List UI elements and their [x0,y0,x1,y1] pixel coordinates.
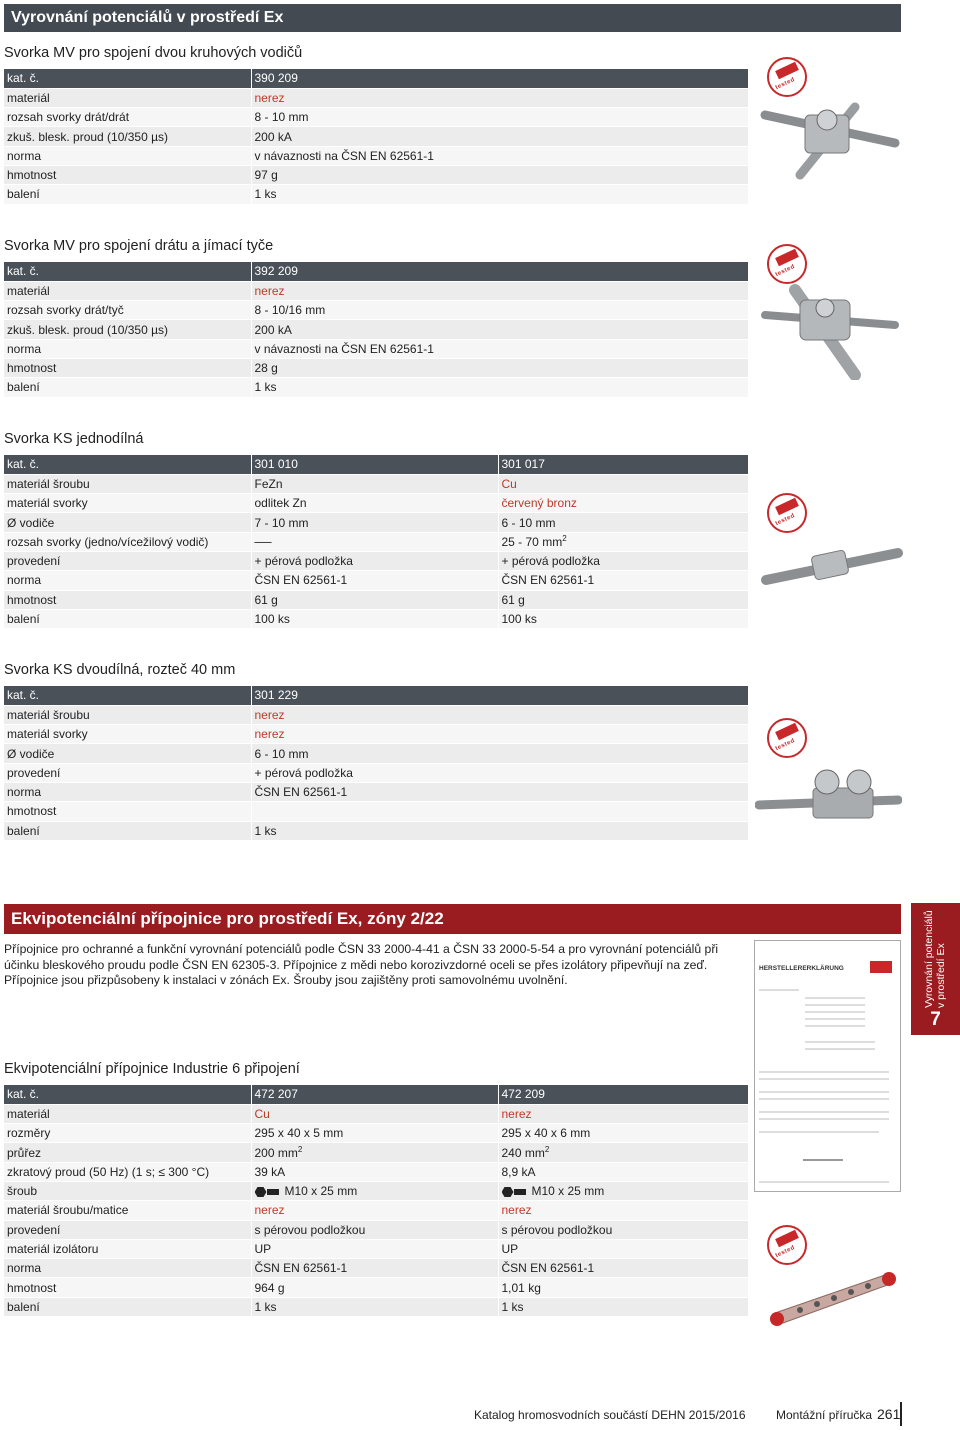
footer-divider [900,1402,902,1426]
tested-badge-icon: tested [767,718,807,758]
hex-screw-icon [502,1187,528,1197]
table-row: rozsah svorky drát/tyč 8 - 10/16 mm [4,301,748,320]
table-row: hmotnost 964 g 1,01 kg [4,1278,748,1297]
table-row: norma v návaznosti na ČSN EN 62561-1 [4,339,748,358]
hex-screw-icon [255,1187,281,1197]
table-row: balení 1 ks 1 ks [4,1297,748,1316]
chapter-tab [911,903,960,1035]
table-row: provedení + pérová podložka + pérová podložka [4,551,748,570]
table-row: šroub M10 x 25 mm M10 x 25 mm [4,1181,748,1200]
spec-table [4,69,749,205]
table-row: norma ČSN EN 62561-1 ČSN EN 62561-1 [4,571,748,590]
spec-table [4,262,749,398]
section-title: Svorka MV pro spojení drátu a jímací tyče [4,238,274,254]
table-row: zkuš. blesk. proud (10/350 µs) 200 kA [4,127,748,146]
table-row: balení 1 ks [4,185,748,204]
intro-text: Přípojnice pro ochranné a funkční vyrovnání potenciálů podle ČSN 33 2000-4-41 a ČSN 33 2000-5-54 a pro vyrovnání potenciálů při účinku bleskového proudu podle ČSN EN 62305-3. Přípojnice z mědi nebo korozivzdorné oceli se přes izolátory připevňují na zeď. Přípojnice jsou přizpůsobeny k instalaci v zónách Ex. Šrouby jsou zajištěny proti samovolnému uvolnění. [4,942,719,988]
section-title: Svorka MV pro spojení dvou kruhových vodičů [4,45,303,61]
clamp-product-image [758,535,903,595]
busbar-product-image [765,1265,900,1335]
footer-section: Montážní příručka [776,1408,873,1422]
table-row: materiál izolátoru UP UP [4,1239,748,1258]
table-row: rozměry 295 x 40 x 5 mm 295 x 40 x 6 mm [4,1124,748,1143]
table-row: norma ČSN EN 62561-1 [4,782,748,801]
table-row: zkuš. blesk. proud (10/350 µs) 200 kA [4,320,748,339]
section-banner: Ekvipotenciální přípojnice pro prostředí Ex, zóny 2/22 [4,904,901,934]
table-row: zkratový proud (50 Hz) (1 s; ≤ 300 °C) 39 kA 8,9 kA [4,1162,748,1181]
tested-badge-icon: tested [767,244,807,284]
table-row: materiál svorky nerez [4,725,748,744]
spec-table [4,686,749,841]
table-row: provedení s pérovou podložkou s pérovou podložkou [4,1220,748,1239]
table-row: kat. č. 301 229 [4,686,748,705]
tested-badge-icon: tested [767,1225,807,1265]
footer-catalog: Katalog hromosvodních součástí DEHN 2015/2016 [474,1408,746,1422]
section-title: Ekvipotenciální přípojnice Industrie 6 připojení [4,1061,300,1077]
clamp-product-image [755,760,902,830]
table-row: materiál Cu nerez [4,1104,748,1123]
table-row: hmotnost 28 g [4,358,748,377]
table-row: norma ČSN EN 62561-1 ČSN EN 62561-1 [4,1259,748,1278]
table-row: kat. č. 301 010 301 017 [4,455,748,474]
table-row: rozsah svorky drát/drát 8 - 10 mm [4,108,748,127]
chapter-number: 7 [930,1009,941,1030]
tested-badge-icon: tested [767,493,807,533]
table-row: provedení + pérová podložka [4,763,748,782]
table-row: balení 100 ks 100 ks [4,609,748,628]
table-row: balení 1 ks [4,378,748,397]
spec-table [4,455,749,629]
table-row: kat. č. 472 207 472 209 [4,1085,748,1104]
table-row: materiál šroubu nerez [4,705,748,724]
table-row: Ø vodiče 7 - 10 mm 6 - 10 mm [4,513,748,532]
chapter-tab-label: Vyrovnání potenciálů v prostředí Ex [923,910,947,1008]
clamp-product-image [755,95,900,185]
table-row: balení 1 ks [4,821,748,840]
table-row: hmotnost 97 g [4,165,748,184]
page-title: Vyrovnání potenciálů v prostředí Ex [4,4,901,32]
table-row: průřez 200 $mm^2$ 240 $mm^2$ [4,1143,748,1162]
table-row: materiál nerez [4,88,748,107]
table-row: kat. č. 390 209 [4,69,748,88]
clamp-product-image [760,280,900,380]
table-row: materiál šroubu FeZn Cu [4,474,748,493]
section-title: Svorka KS dvoudílná, rozteč 40 mm [4,662,236,678]
spec-table [4,1085,749,1317]
table-row: materiál svorky odlitek Zn červený bronz [4,494,748,513]
tested-badge-icon: tested [767,57,807,97]
table-row: kat. č. 392 209 [4,262,748,281]
section-title: Svorka KS jednodílná [4,431,144,447]
table-row: materiál nerez [4,281,748,300]
certificate-thumbnail [754,940,901,1192]
table-row: Ø vodiče 6 - 10 mm [4,744,748,763]
dehn-logo-icon [870,961,892,973]
table-row: materiál šroubu/matice nerez nerez [4,1201,748,1220]
table-row: rozsah svorky (jedno/vícežilový vodič) ── 25 - 70 $mm^2$ [4,532,748,551]
certificate-title: HERSTELLERERKLÄRUNG [759,965,844,972]
page-number: 261 [877,1406,901,1422]
table-row: hmotnost 61 g 61 g [4,590,748,609]
table-row: hmotnost [4,802,748,821]
table-row: norma v návaznosti na ČSN EN 62561-1 [4,146,748,165]
